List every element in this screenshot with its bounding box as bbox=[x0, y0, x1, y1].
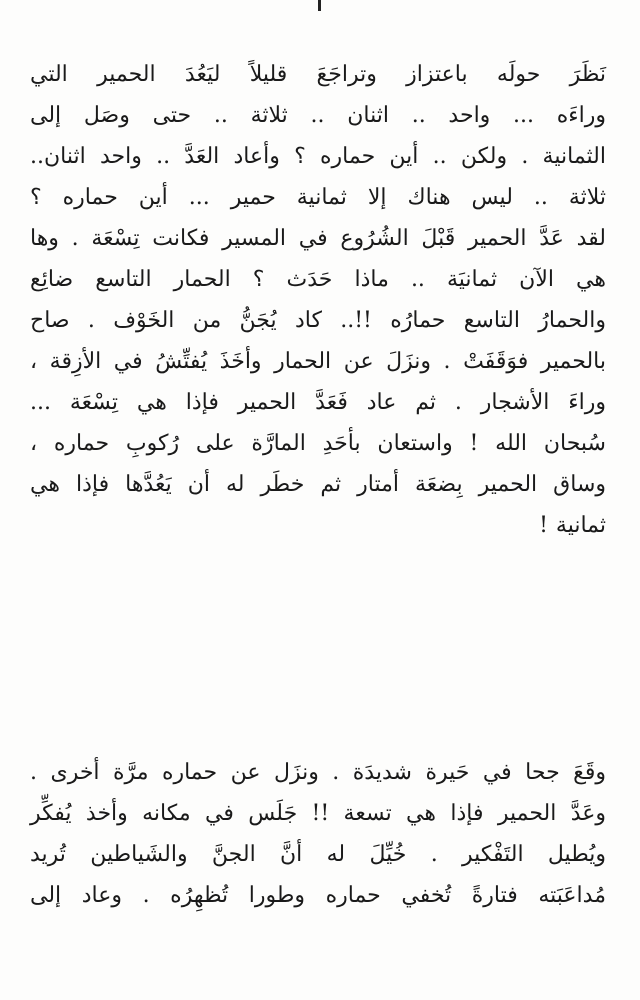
text-line: وراءَه ... واحد .. اثنان .. ثلاثة .. حتى وصَل إلى bbox=[30, 103, 606, 128]
text-line: هي الآن ثمانيَة .. ماذا حَدَث ؟ الحمار التاسع ضائِع bbox=[30, 267, 606, 292]
text-line: مُداعَبَته فتارةً تُخفي حماره وطورا تُظهِرُه . وعاد إلى bbox=[30, 883, 606, 908]
text-line: الثمانية . ولكن .. أين حماره ؟ وأعاد العَدَّ .. واحد اثنان.. bbox=[30, 144, 606, 169]
text-line: وعَدَّ الحمير فإذا هي تسعة !! جَلَس في مكانه وأخذ يُفكِّر bbox=[30, 801, 606, 826]
text-line: وساق الحمير بِضعَة أمتار ثم خطَر له أن يَعُدَّها فإذا هي bbox=[30, 472, 607, 497]
text-line: بالحمير فوَقَفَتْ . ونزَلَ عن الحمار وأخَذَ يُفتِّشُ في الأزِقة ، bbox=[30, 349, 606, 374]
page-edge-mark bbox=[318, 0, 321, 11]
text-line: سُبحان الله ! واستعان بأحَدِ المارَّة على رُكوبِ حماره ، bbox=[30, 431, 606, 456]
paragraph-2 bbox=[30, 752, 606, 916]
text-line: وقَعَ جحا في حَيرة شديدَة . ونزَل عن حماره مرَّة أخرى . bbox=[30, 760, 606, 785]
text-line: لقد عَدَّ الحمير قَبْلَ الشُرُوع في المسير فكانت تِسْعَة . وها bbox=[30, 226, 606, 251]
text-line: والحمارُ التاسع حمارُه !!.. كاد يُجَنُّ من الخَوْف . صاح bbox=[30, 308, 606, 333]
text-line: ثلاثة .. ليس هناك إلا ثمانية حمير ... أين حماره ؟ bbox=[30, 185, 606, 210]
text-line: وراءَ الأشجار . ثم عاد فَعَدَّ الحمير فإذا هي تِسْعَة ... bbox=[30, 390, 606, 415]
paragraph-1 bbox=[30, 54, 606, 546]
text-line: ويُطيل التَفْكير . خُيِّلَ له أنَّ الجنَّ والشَياطين تُريد bbox=[30, 842, 606, 867]
text-line: نَظَرَ حولَه باعتزاز وتراجَعَ قليلاً ليَعُدَ الحمير التي bbox=[30, 62, 606, 87]
text-line-last: ثمانية ! bbox=[539, 513, 606, 538]
